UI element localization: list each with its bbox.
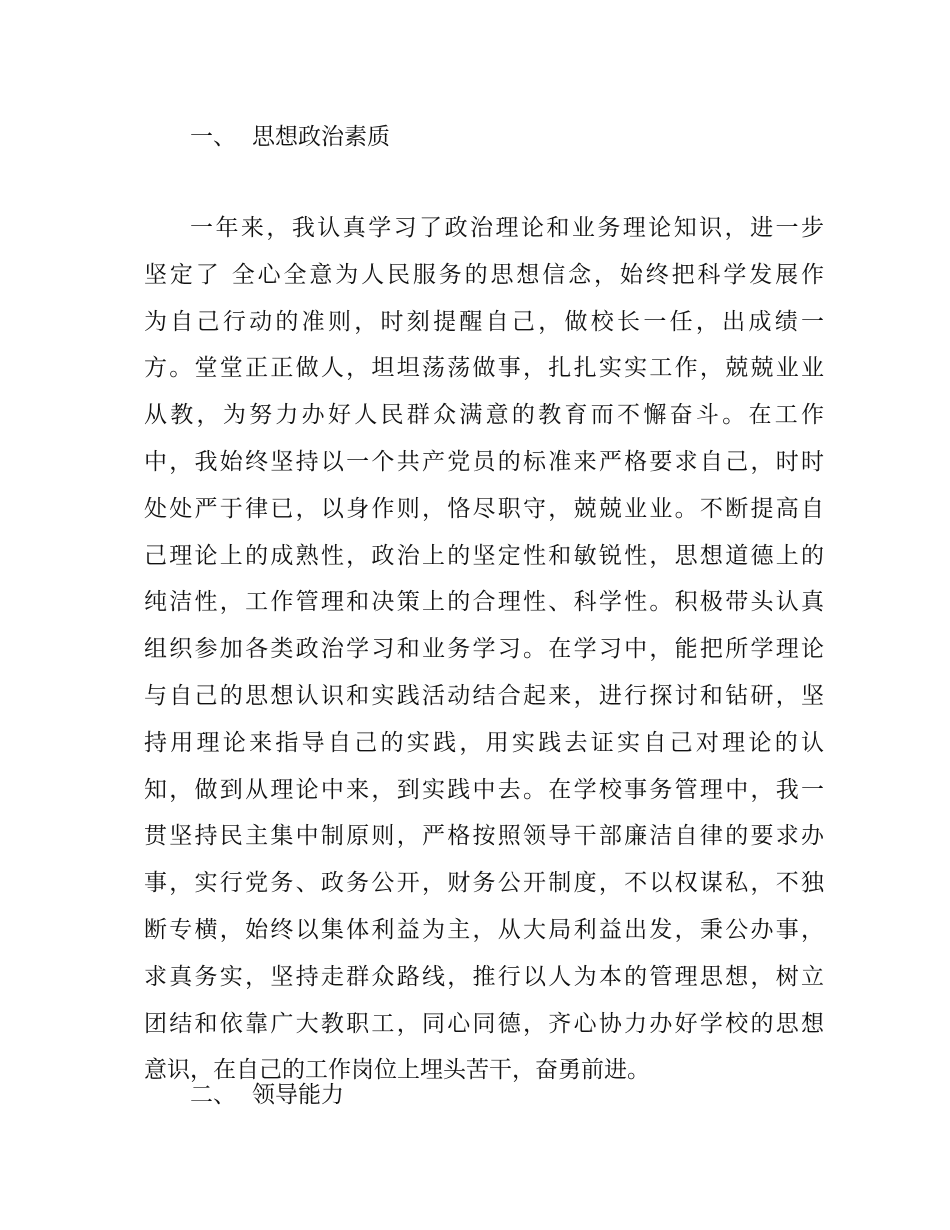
paragraph-line: 知，做到从理论中来，到实践中去。在学校事务管理中，我一	[144, 776, 824, 803]
paragraph-line: 断专横，始终以集体利益为主，从大局利益出发，秉公办事，	[144, 916, 824, 943]
section-number: 一、	[190, 124, 236, 150]
paragraph-line: 与自己的思想认识和实践活动结合起来，进行探讨和钻研，坚	[144, 682, 824, 709]
paragraph-line: 从教，为努力办好人民群众满意的教育而不懈奋斗。在工作	[144, 402, 824, 429]
section-1-paragraph	[144, 205, 824, 1094]
paragraph-line: 团结和依靠广大教职工，同心同德，齐心协力办好学校的思想	[144, 1010, 824, 1037]
paragraph-line: 坚定了 全心全意为人民服务的思想信念，始终把科学发展作	[144, 261, 824, 288]
paragraph-line: 组织参加各类政治学习和业务学习。在学习中，能把所学理论	[144, 636, 824, 663]
paragraph-line: 为自己行动的准则，时刻提醒自己，做校长一任，出成绩一	[144, 308, 824, 335]
paragraph-line: 方。堂堂正正做人，坦坦荡荡做事，扎扎实实工作，兢兢业业	[144, 355, 824, 382]
paragraph-line: 持用理论来指导自己的实践，用实践去证实自己对理论的认	[144, 729, 824, 756]
section-number: 二、	[190, 1082, 236, 1108]
paragraph-line: 处处严于律已，以身作则，恪尽职守，兢兢业业。不断提高自	[144, 495, 824, 522]
section-title: 领导能力	[252, 1082, 344, 1108]
paragraph-line: 意识，在自己的工作岗位上埋头苦干，奋勇前进。	[144, 1057, 650, 1084]
section-heading-1	[190, 122, 390, 152]
paragraph-line: 一年来，我认真学习了政治理论和业务理论知识，进一步	[190, 215, 824, 241]
section-heading-2	[190, 1080, 344, 1110]
paragraph-line: 纯洁性，工作管理和决策上的合理性、科学性。积极带头认真	[144, 589, 824, 616]
section-title: 思想政治素质	[252, 124, 390, 150]
paragraph-line: 中，我始终坚持以一个共产党员的标准来严格要求自己，时时	[144, 448, 824, 475]
paragraph-line: 求真务实，坚持走群众路线，推行以人为本的管理思想，树立	[144, 963, 824, 990]
paragraph-line: 事，实行党务、政务公开，财务公开制度，不以权谋私，不独	[144, 870, 824, 897]
paragraph-line: 己理论上的成熟性，政治上的坚定性和敏锐性，思想道德上的	[144, 542, 824, 569]
paragraph-line: 贯坚持民主集中制原则，严格按照领导干部廉洁自律的要求办	[144, 823, 824, 850]
